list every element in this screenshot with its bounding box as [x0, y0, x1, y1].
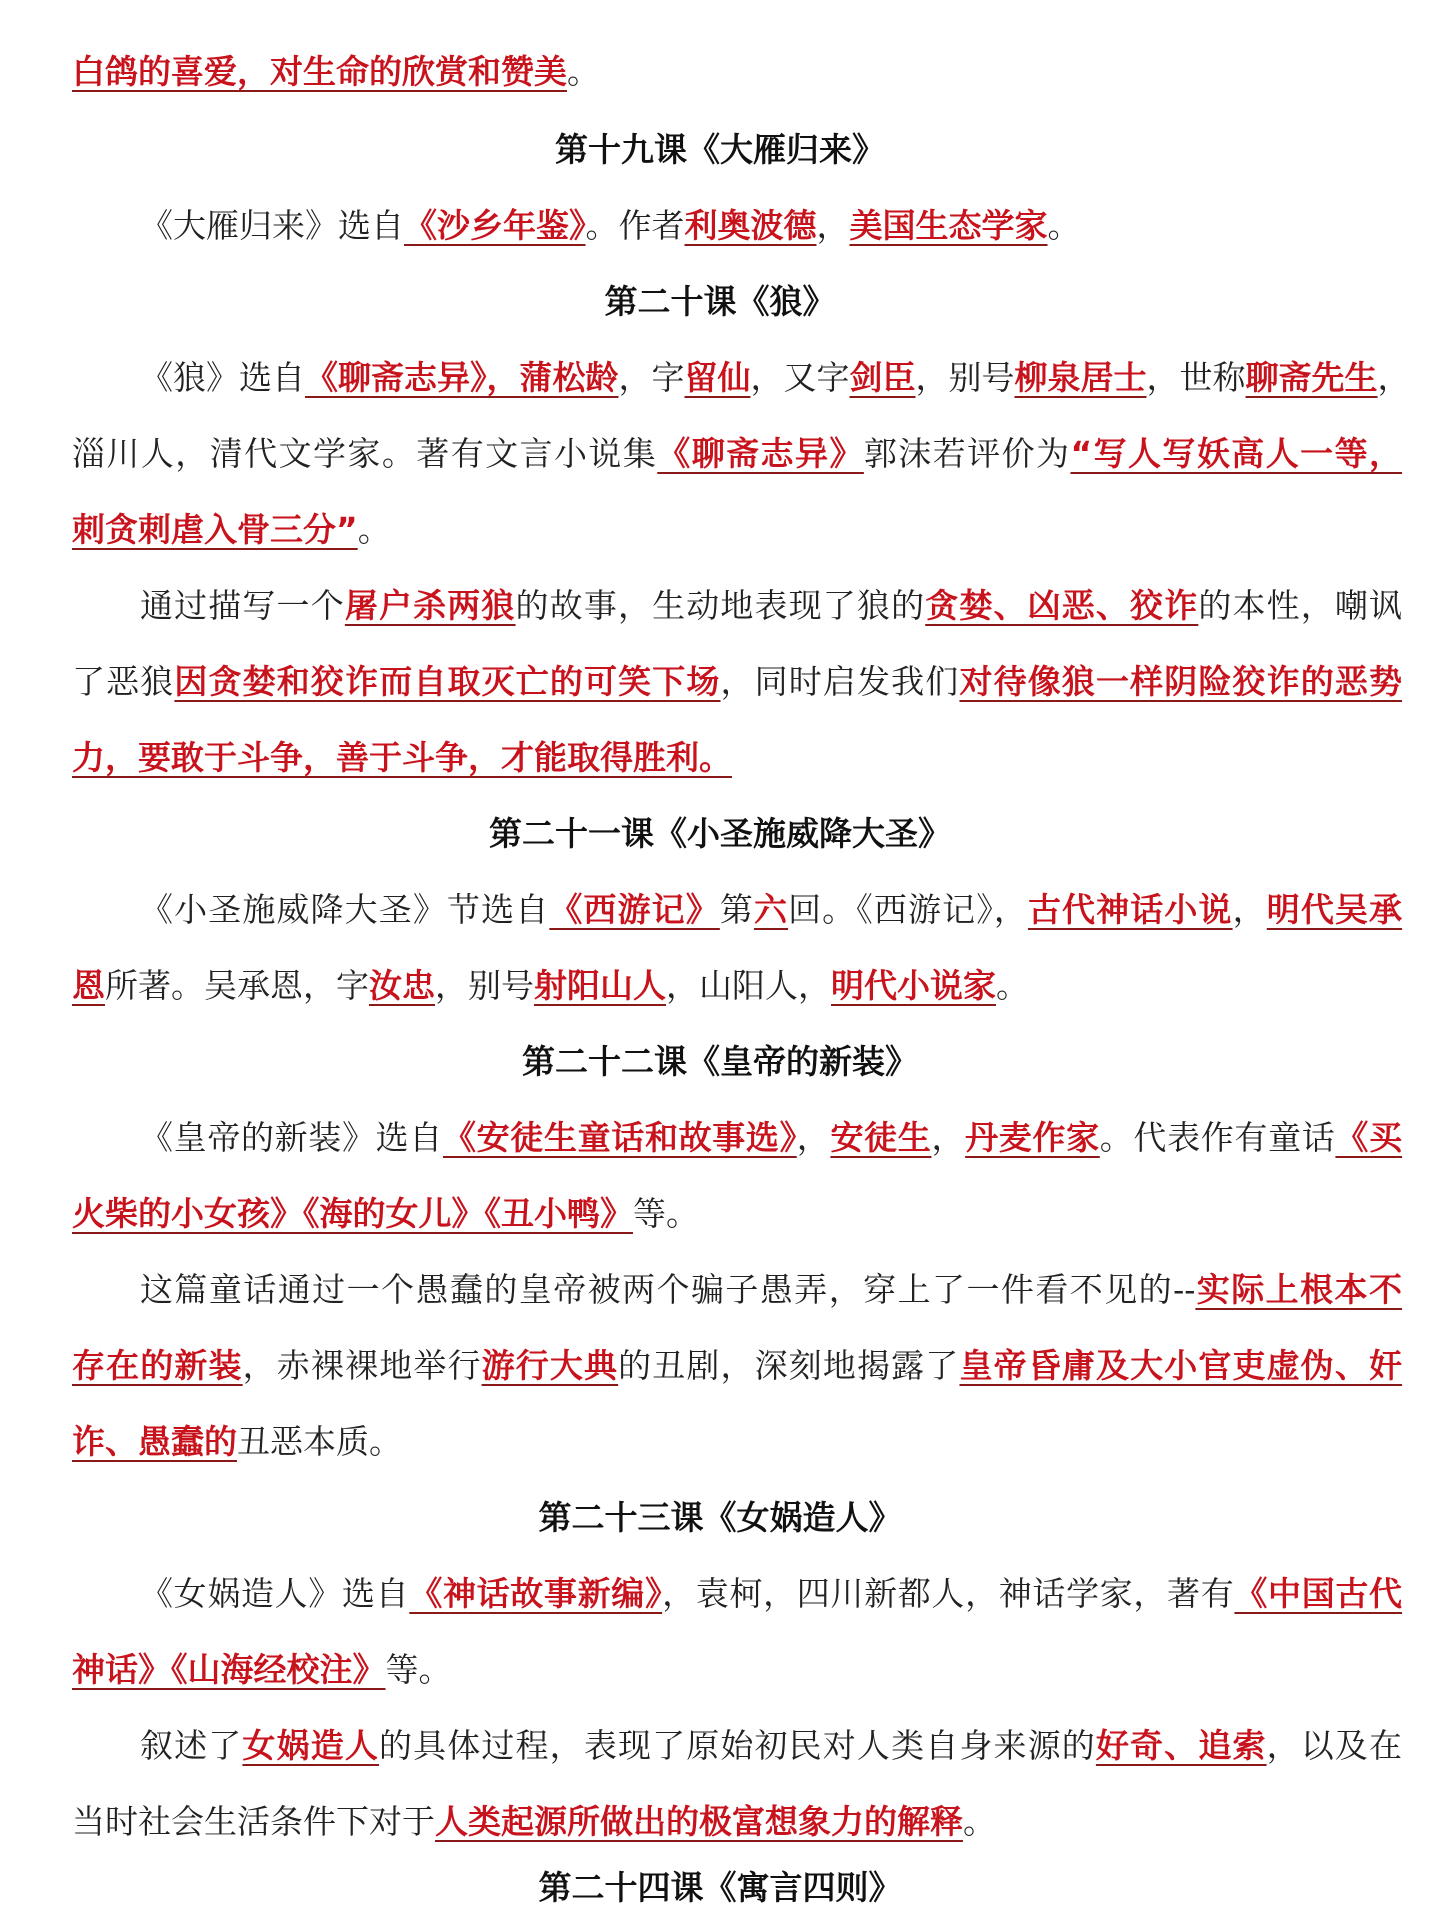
key-point: 《沙乡年鉴》 — [404, 206, 586, 245]
key-point: 古代神话小说 — [1027, 890, 1233, 929]
key-point: 诈、愚蠢的 — [72, 1422, 237, 1461]
lesson-20-para-1-line-1 — [140, 356, 1411, 400]
text: 。作者 — [585, 206, 685, 245]
key-point: “写人写妖高人一等， — [1070, 434, 1403, 473]
key-point: 六 — [753, 890, 789, 929]
key-point: 安徒生 — [830, 1118, 932, 1157]
text: 了恶狼 — [72, 662, 175, 701]
text: 。 — [996, 966, 1029, 1005]
text: 等。 — [633, 1194, 699, 1233]
key-point: 火柴的小女孩》《海的女儿》《丑小鸭》 — [72, 1194, 633, 1233]
key-point: 明代吴承 — [1266, 890, 1403, 929]
lesson-24-title: 第二十四课《寓言四则》 — [538, 1868, 902, 1907]
text: ，赤裸裸地举行 — [242, 1346, 482, 1385]
key-point: 利奥波德 — [684, 206, 817, 245]
key-point: 因贪婪和狡诈而自取灭亡的可笑下场 — [174, 662, 721, 701]
lesson-20-para-2-line-1 — [140, 584, 1402, 628]
key-point: 《聊斋志异》 — [657, 434, 864, 473]
lesson-21-para-1-line-2 — [72, 964, 1402, 1008]
lesson-21-para-1-line-1 — [140, 888, 1402, 932]
lesson-20-para-2-line-3 — [72, 736, 1402, 780]
text: 《女娲造人》选自 — [140, 1574, 410, 1613]
text: 淄川人，清代文学家。著有文言小说集 — [72, 434, 658, 473]
key-point: 对待像狼一样阴险狡诈的恶势 — [959, 662, 1403, 701]
lesson-22-para-2-line-2 — [72, 1344, 1402, 1388]
text: ， — [816, 206, 850, 245]
key-point: 好奇、追索 — [1095, 1726, 1267, 1765]
key-point: 剑臣 — [849, 358, 916, 397]
text: ，字 — [618, 358, 685, 397]
text: ， — [931, 1118, 966, 1157]
key-point: 力，要敢于斗争，善于斗争，才能取得胜利。 — [72, 738, 732, 777]
text: ，山阳人， — [666, 966, 831, 1005]
text: ，以及在 — [1266, 1726, 1403, 1765]
key-point: 《安徒生童话和故事选》 — [442, 1118, 797, 1157]
key-point: 聊斋先生 — [1245, 358, 1378, 397]
key-point: 实际上根本不 — [1195, 1270, 1402, 1309]
key-point: 刺贪刺虐入骨三分” — [72, 510, 358, 549]
key-point: 人类起源所做出的极富想象力的解释 — [435, 1802, 963, 1841]
text: 《皇帝的新装》选自 — [140, 1118, 443, 1157]
key-point: 美国生态学家 — [849, 206, 1048, 245]
key-point: 《聊斋志异》 — [305, 358, 487, 397]
text: 通过描写一个 — [140, 586, 345, 625]
text: 《狼》选自 — [140, 358, 305, 397]
lesson-23-title: 第二十三课《女娲造人》 — [538, 1498, 902, 1537]
lesson-19-para-1 — [140, 204, 1402, 248]
text: 。代表作有童话 — [1099, 1118, 1336, 1157]
text: 所著。吴承恩，字 — [105, 966, 369, 1005]
lesson-23-para-2-line-2 — [72, 1800, 1402, 1844]
key-point: 汝忠 — [369, 966, 435, 1005]
lesson-21-title: 第二十一课《小圣施威降大圣》 — [489, 814, 951, 853]
key-point: 丹麦作家 — [965, 1118, 1100, 1157]
key-point: 《西游记》 — [549, 890, 720, 929]
key-point: ，蒲松龄 — [486, 358, 619, 397]
lesson-20-title: 第二十课《狼》 — [604, 282, 836, 321]
text: 的具体过程，表现了原始初民对人类自身来源的 — [378, 1726, 1096, 1765]
key-point: 《神话故事新编》 — [409, 1574, 663, 1613]
text: 叙述了 — [140, 1726, 243, 1765]
key-point: 《中国古代 — [1234, 1574, 1403, 1613]
text: 《大雁归来》选自 — [140, 206, 404, 245]
text: ， — [1377, 358, 1411, 397]
lesson-22-para-1-line-1 — [140, 1116, 1402, 1160]
lesson-23-para-1-line-1 — [140, 1572, 1402, 1616]
text: 郭沫若评价为 — [863, 434, 1071, 473]
key-point: 《买 — [1335, 1118, 1403, 1157]
key-point: 明代小说家 — [831, 966, 996, 1005]
key-point: 存在的新装 — [72, 1346, 243, 1385]
key-point: 神话》《山海经校注》 — [72, 1650, 386, 1689]
text: ，别号 — [435, 966, 534, 1005]
text: ， — [796, 1118, 831, 1157]
text: 的故事，生动地表现了狼的 — [515, 586, 926, 625]
text: 《小圣施威降大圣》节选自 — [140, 890, 550, 929]
text: ，袁柯，四川新都人，神话学家，著有 — [662, 1574, 1235, 1613]
text: 当时社会生活条件下对于 — [72, 1802, 435, 1841]
text: ，世称 — [1146, 358, 1246, 397]
text: 丑恶本质。 — [237, 1422, 402, 1461]
key-point: 皇帝昏庸及大小官吏虚伪、奸 — [959, 1346, 1403, 1385]
key-point: 游行大典 — [481, 1346, 619, 1385]
key-point: 白鸽的喜爱，对生命的欣赏和赞美 — [72, 52, 567, 91]
lesson-19-title: 第十九课《大雁归来》 — [555, 130, 885, 169]
lesson-20-para-1-line-3 — [72, 508, 1402, 552]
text: 。 — [1047, 206, 1081, 245]
lesson-20-para-1-line-2 — [72, 432, 1402, 476]
text: 的丑剧，深刻地揭露了 — [618, 1346, 960, 1385]
key-point: 留仙 — [684, 358, 751, 397]
text: 这篇童话通过一个愚蠢的皇帝被两个骗子愚弄，穿上了一件看不见的-- — [140, 1270, 1196, 1309]
text: ，别号 — [915, 358, 1015, 397]
lesson-22-para-2-line-1 — [140, 1268, 1402, 1312]
lesson-22-para-2-line-3 — [72, 1420, 1402, 1464]
lesson-22-para-1-line-2 — [72, 1192, 1402, 1236]
text: 。 — [963, 1802, 996, 1841]
key-point: 恩 — [72, 966, 105, 1005]
key-point: 射阳山人 — [534, 966, 666, 1005]
key-point: 屠户杀两狼 — [344, 586, 516, 625]
key-point: 女娲造人 — [242, 1726, 379, 1765]
text: 第 — [719, 890, 754, 929]
text: 回。《西游记》， — [788, 890, 1028, 929]
text: 等。 — [385, 1650, 452, 1689]
key-point: 柳泉居士 — [1014, 358, 1147, 397]
text: 的本性，嘲讽 — [1198, 586, 1403, 625]
lesson-23-para-1-line-2 — [72, 1648, 1402, 1692]
intro-line — [72, 50, 1402, 94]
lesson-20-para-2-line-2 — [72, 660, 1402, 704]
key-point: 贪婪、凶恶、狡诈 — [925, 586, 1199, 625]
text: ，又字 — [750, 358, 850, 397]
text: 。 — [357, 510, 391, 549]
text: ， — [1232, 890, 1267, 929]
text: 。 — [567, 52, 600, 91]
lesson-22-title: 第二十二课《皇帝的新装》 — [522, 1042, 918, 1081]
text: ，同时启发我们 — [720, 662, 960, 701]
lesson-23-para-2-line-1 — [140, 1724, 1402, 1768]
